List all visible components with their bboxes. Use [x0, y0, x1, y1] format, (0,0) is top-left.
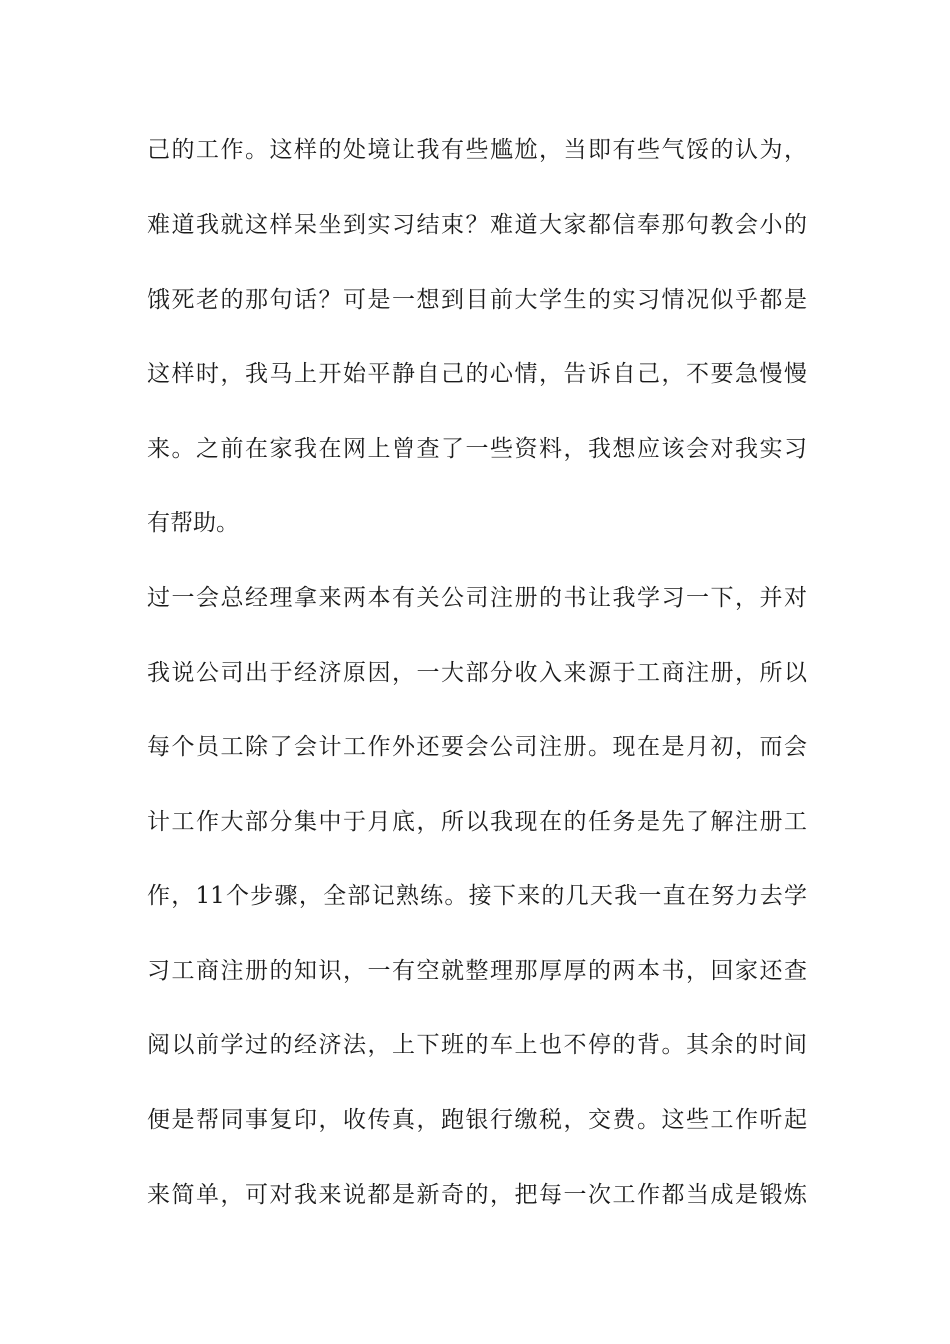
text-line: 作，11个步骤，全部记熟练。接下来的几天我一直在努力去学: [147, 883, 807, 909]
text-line: 过一会总经理拿来两本有关公司注册的书让我学习一下，并对: [147, 585, 807, 611]
text-line: 便是帮同事复印，收传真，跑银行缴税，交费。这些工作听起: [147, 1107, 807, 1133]
text-line: 来。之前在家我在网上曾查了一些资料，我想应该会对我实习: [147, 436, 807, 462]
text-line: 我说公司出于经济原因，一大部分收入来源于工商注册，所以: [147, 660, 807, 686]
text-line: 阅以前学过的经济法，上下班的车上也不停的背。其余的时间: [147, 1032, 807, 1058]
text-line: 每个员工除了会计工作外还要会公司注册。现在是月初，而会: [147, 734, 807, 760]
text-line: 计工作大部分集中于月底，所以我现在的任务是先了解注册工: [147, 809, 807, 835]
text-line: 饿死老的那句话？可是一想到目前大学生的实习情况似乎都是: [147, 287, 807, 313]
text-line: 己的工作。这样的处境让我有些尴尬，当即有些气馁的认为，: [147, 137, 807, 163]
text-line: 有帮助。: [147, 510, 239, 536]
text-line: 这样时，我马上开始平静自己的心情，告诉自己，不要急慢慢: [147, 361, 807, 387]
text-line: 来简单，可对我来说都是新奇的，把每一次工作都当成是锻炼: [147, 1182, 807, 1208]
text-line: 难道我就这样呆坐到实习结束？难道大家都信奉那句教会小的: [147, 212, 807, 238]
text-line: 习工商注册的知识，一有空就整理那厚厚的两本书，回家还查: [147, 958, 807, 984]
